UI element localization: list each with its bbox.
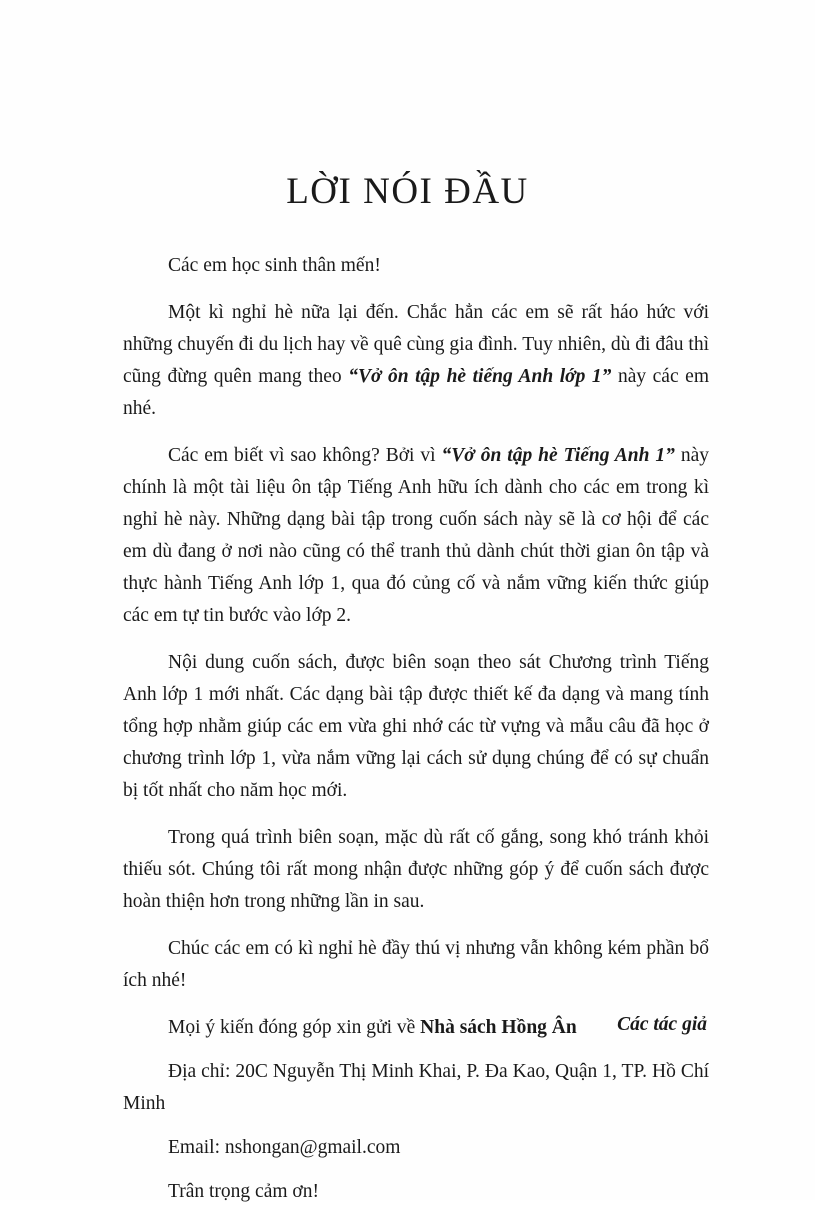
paragraph-2-after: này chính là một tài liệu ôn tập Tiếng Anh hữu ích dành cho các em trong kì nghỉ hè này. Những dạng bài tập trong cuốn sách này sẽ là cơ hội để các em dù đang ở nơi nào cũng có thể tranh thủ dành chút thời gian ôn tập và thực hành Tiếng Anh lớp 1, qua đó củng cố và nắm vững kiến thức giúp các em tự tin bước vào lớp 2.	[123, 445, 710, 626]
signature: Các tác giả	[617, 1014, 707, 1035]
publisher-name: Nhà sách Hồng Ân	[420, 1017, 577, 1038]
paragraph-4: Trong quá trình biên soạn, mặc dù rất cố gắng, song khó tránh khỏi thiếu sót. Chúng tôi rất mong nhận được những góp ý để cuốn sách được hoàn thiện hơn trong những lần in sau.	[123, 827, 709, 912]
paragraph-5: Chúc các em có kì nghỉ hè đầy thú vị nhưng vẫn không kém phần bổ ích nhé!	[123, 938, 709, 991]
book-title-1: “Vở ôn tập hè tiếng Anh lớp 1”	[348, 366, 612, 387]
book-title-2: “Vở ôn tập hè Tiếng Anh 1”	[441, 445, 675, 466]
preface-body	[123, 250, 709, 1220]
thanks-line: Trân trọng cảm ơn!	[168, 1181, 319, 1202]
greeting: Các em học sinh thân mến!	[168, 255, 381, 276]
paragraph-1	[123, 297, 709, 425]
address-line: Địa chỉ: 20C Nguyễn Thị Minh Khai, P. Đa Kao, Quận 1, TP. Hồ Chí Minh	[123, 1061, 709, 1114]
page-title: LỜI NÓI ĐẦU	[286, 171, 529, 212]
paragraph-1-after: này các em nhé.	[123, 366, 709, 419]
paragraph-1-before: Một kì nghỉ hè nữa lại đến. Chắc hẳn các em sẽ rất háo hức với những chuyến đi du lịch hay về quê cùng gia đình. Tuy nhiên, dù đi đâu thì cũng đừng quên mang theo	[123, 302, 709, 387]
paragraph-2-before: Các em biết vì sao không? Bởi vì	[168, 445, 442, 466]
paragraph-2	[123, 440, 709, 632]
email-line: Email: nshongan@gmail.com	[168, 1137, 401, 1158]
paragraph-3: Nội dung cuốn sách, được biên soạn theo sát Chương trình Tiếng Anh lớp 1 mới nhất. Các dạng bài tập được thiết kế đa dạng và mang tính tổng hợp nhằm giúp các em vừa ghi nhớ các từ vựng và mẫu câu đã học ở chương trình lớp 1, vừa nắm vững lại cách sử dụng chúng để có sự chuẩn bị tốt nhất cho năm học mới.	[123, 652, 709, 801]
feedback-prefix: Mọi ý kiến đóng góp xin gửi về	[168, 1017, 421, 1038]
